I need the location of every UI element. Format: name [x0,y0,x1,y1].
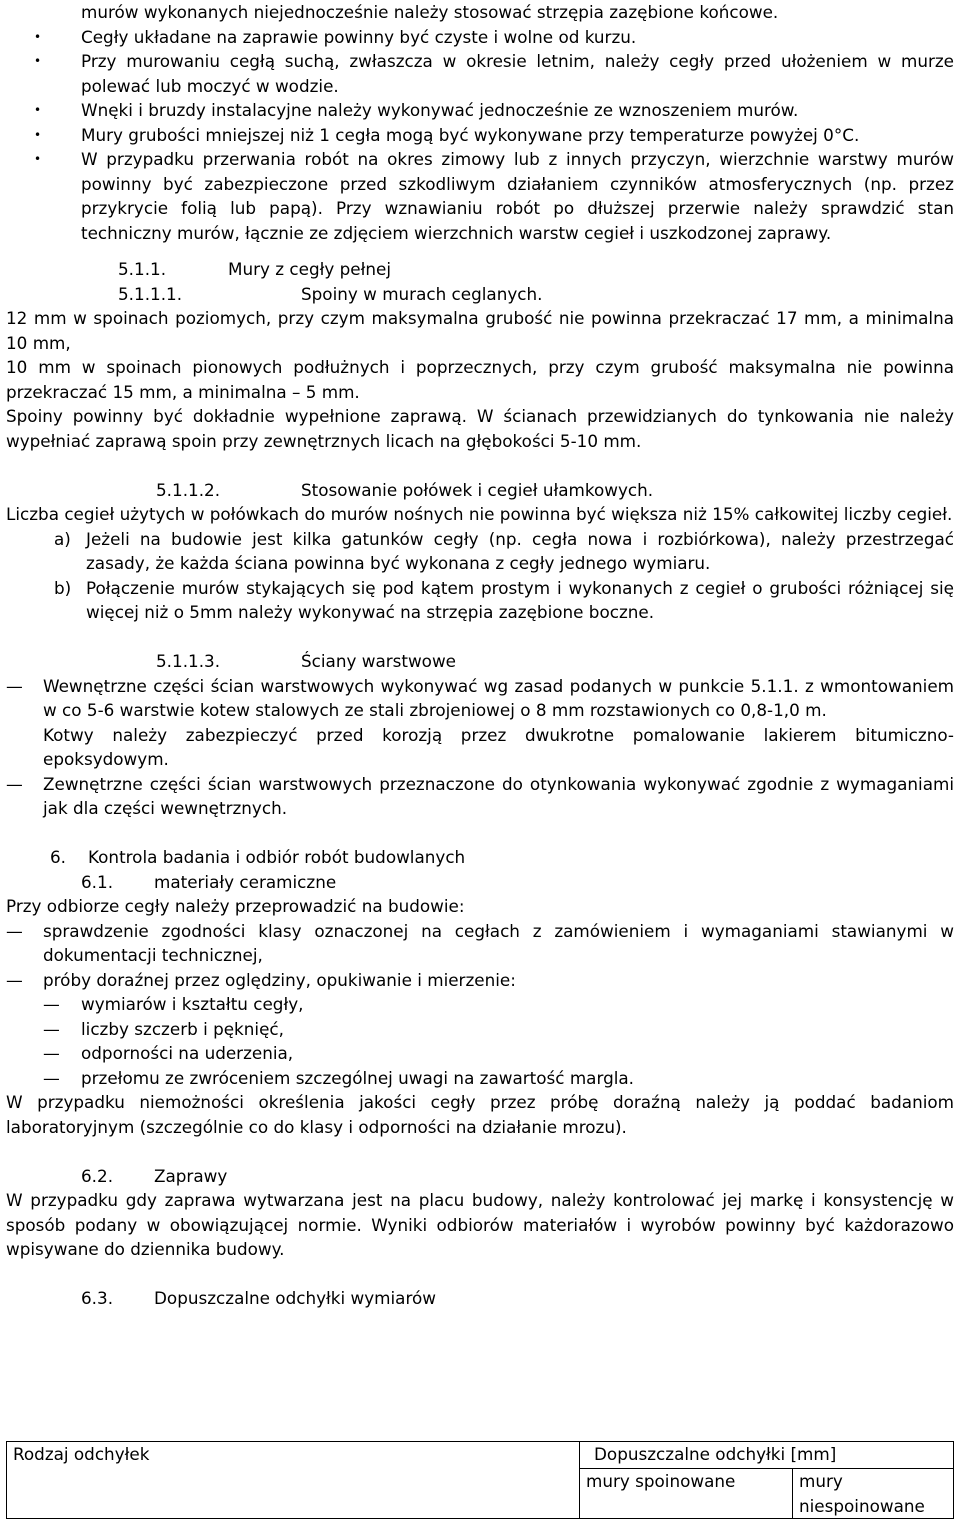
section-heading-5-1-1 [6,257,954,282]
section-number: 5.1.1. [118,259,167,279]
bullet-list [6,25,954,246]
section-number: 5.1.1.1. [118,283,183,304]
list-item: • Cegły układane na zaprawie powinny być czyste i wolne od kurzu. [6,25,954,50]
list-item: — sprawdzenie zgodności klasy oznaczonej na cegłach z zamówieniem i wymaganiami stawianymi w dokumentacji technicznej, [6,920,954,965]
section-title: Ściany warstwowe [301,651,456,671]
section-heading-5-1-1-2 [6,478,954,503]
dash-icon: — [43,1043,60,1063]
section-number: 6.3. [81,1288,114,1308]
section-heading-6-2 [6,1164,954,1189]
paragraph: Przy odbiorze cegły należy przeprowadzić na budowie: [6,896,465,916]
list-item: — odporności na uderzenia, [6,1041,954,1066]
section-number: 5.1.1.2. [156,479,221,500]
bullet-icon: • [34,54,42,68]
section-number: 6. [50,847,67,867]
section-heading-5-1-1-3 [6,649,954,674]
list-item-continuation: Kotwy należy zabezpieczyć przed korozją przez dwukrotne pomalowanie lakierem bitumiczno-epoksydowym. [43,724,954,769]
section-heading-6-1 [6,870,954,895]
top-line: murów wykonanych niejednocześnie należy stosować strzępia zazębione końcowe. [81,2,779,22]
paragraph: W przypadku gdy zaprawa wytwarzana jest na placu budowy, należy kontrolować jej markę i konsystencję w sposób podany w obowiązującej normie. Wyniki odbiorów materiałów i wyrobów powinny być każdorazowo wpisywane do dziennika budowy. [6,1190,954,1259]
list-item: • Mury grubości mniejszej niż 1 cegła mogą być wykonywane przy temperaturze powyżej 0°C. [6,123,954,148]
dash-icon: — [43,1018,60,1039]
section-number: 5.1.1.3. [156,651,221,671]
section-title: Kontrola badania i odbiór robót budowlanych [88,847,466,867]
section-heading-6-3 [6,1286,954,1311]
paragraph: 12 mm w spoinach poziomych, przy czym maksymalna grubość nie powinna przekraczać 17 mm, a minimalna 10 mm, [6,308,954,353]
dash-icon: — [43,994,60,1014]
lettered-list [6,527,954,625]
section-title: Spoiny w murach ceglanych. [301,283,543,304]
bullet-icon: • [34,152,42,166]
list-item: — przełomu ze zwróceniem szczególnej uwagi na zawartość margla. [6,1066,954,1091]
bullet-icon: • [34,29,42,44]
table-header-cell: Rodzaj odchyłek [7,1442,580,1519]
list-item: • W przypadku przerwania robót na okres zimowy lub z innych przyczyn, wierzchnie warstwy murów powinny być zabezpieczone przed szkodliwym działaniem czynników atmosferycznych (np. przez przykrycie folią lub papą). Przy wznawianiu robót po dłuższej przerwie należy sprawdzić stan techniczny murów, łącznie ze zdjęciem wierzchnich warstw cegieł i uszkodzonej zaprawy. [34,149,954,243]
list-item: b) Połączenie murów stykających się pod kątem prostym i wykonanych z cegieł o grubości różniącej się więcej niż o 5mm należy wykonywać na strzępia zazębione boczne. [54,577,954,622]
section-title: Mury z cegły pełnej [228,259,392,279]
section-number: 6.1. [81,871,114,892]
table-header-cell: mury spoinowane [580,1469,793,1519]
section-title: Stosowanie połówek i cegieł ułamkowych. [301,479,654,500]
section-number: 6.2. [81,1165,114,1186]
table-header-cell: Dopuszczalne odchyłki [mm] [580,1442,954,1469]
dash-icon: — [6,969,23,990]
section-heading-6 [6,845,954,870]
dash-list [6,674,954,821]
list-item: • Wnęki i bruzdy instalacyjne należy wykonywać jednocześnie ze wznoszeniem murów. [6,98,954,123]
bullet-icon: • [34,103,42,117]
table-header-cell: mury niespoinowane [793,1469,954,1519]
list-item: — próby doraźnej przez oględziny, opukiwanie i mierzenie: [6,968,954,993]
paragraph: W przypadku niemożności określenia jakości cegły przez próbę doraźną należy ją poddać badaniom laboratoryjnym (szczególnie co do klasy i odporności na działanie mrozu). [6,1092,954,1137]
section-title: Zaprawy [154,1165,228,1186]
dash-icon: — [43,1067,60,1088]
section-heading-5-1-1-1 [6,282,954,307]
table-row [7,1442,954,1469]
dash-sublist [6,992,954,1090]
bullet-icon: • [34,127,42,142]
item-marker: b) [54,577,72,598]
list-item: — Wewnętrzne części ścian warstwowych wykonywać wg zasad podanych w punkcie 5.1.1. z wmontowaniem w co 5-6 warstwie kotew stalowych ze stali zbrojeniowej o 8 mm rozstawionych co 0,8-1,0 m. [6,675,954,720]
list-item: • Przy murowaniu cegłą suchą, zwłaszcza w okresie letnim, należy cegły przed ułożeniem w murze polewać lub moczyć w wodzie. [34,51,954,96]
list-item: — liczby szczerb i pęknięć, [6,1017,954,1042]
paragraph: Spoiny powinny być dokładnie wypełnione zaprawą. W ścianach przewidzianych do tynkowania nie należy wypełniać zaprawą spoin przy zewnętrznych licach na głębokości 5-10 mm. [6,406,954,451]
paragraph: Liczba cegieł użytych w połówkach do murów nośnych nie powinna być większa niż 15% całkowitej liczby cegieł. [6,504,953,524]
dash-icon: — [6,920,23,941]
section-title: Dopuszczalne odchyłki wymiarów [154,1288,436,1308]
dash-icon: — [6,773,23,794]
item-marker: a) [54,528,71,549]
dash-icon: — [6,675,23,696]
section-title: materiały ceramiczne [154,871,337,892]
list-item: a) Jeżeli na budowie jest kilka gatunków cegły (np. cegła nowa i rozbiórkowa), należy przestrzegać zasady, że każda ściana powinna być wykonana z cegły jednego wymiaru. [54,528,954,573]
list-item: — Zewnętrzne części ścian warstwowych przeznaczone do otynkowania wykonywać zgodnie z wymaganiami jak dla części wewnętrznych. [6,773,954,818]
deviations-table [6,1441,954,1519]
list-item: — wymiarów i kształtu cegły, [6,992,954,1017]
paragraph: 10 mm w spoinach pionowych podłużnych i poprzecznych, przy czym grubość maksymalna nie powinna przekraczać 15 mm, a minimalna – 5 mm. [6,357,954,402]
dash-list [6,919,954,993]
